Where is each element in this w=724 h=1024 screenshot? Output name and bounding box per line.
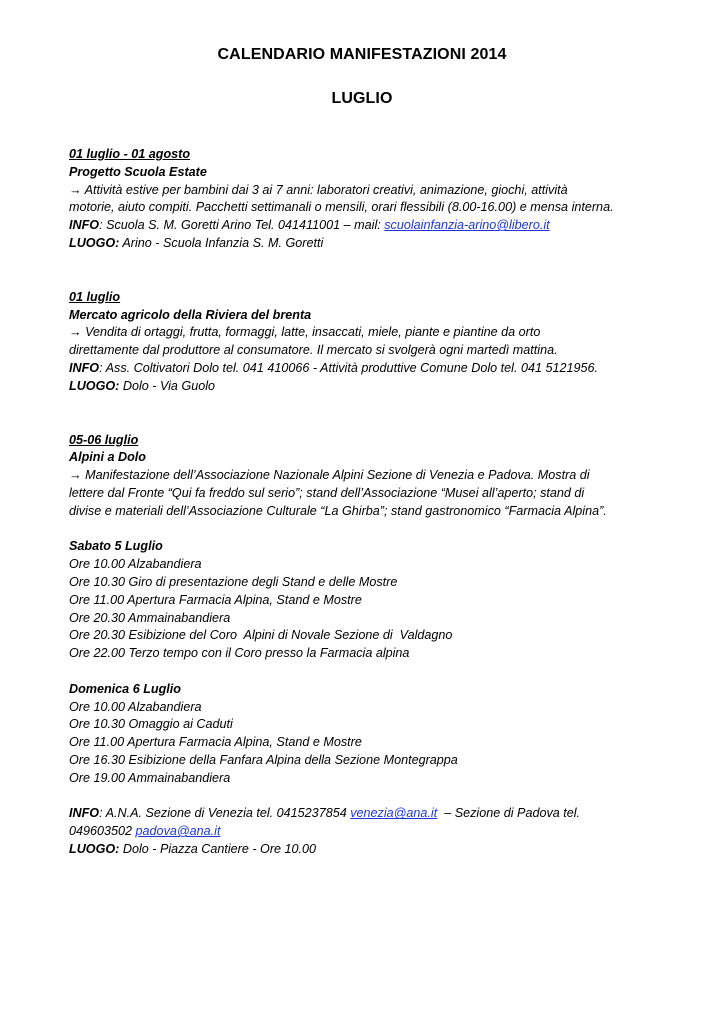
event-contacts (69, 805, 669, 858)
schedule-saturday (69, 538, 669, 663)
info-text: – Sezione di Padova tel. (437, 806, 581, 821)
schedule-item: Ore 16.30 Esibizione della Fanfara Alpina della Sezione Montegrappa (69, 752, 458, 767)
schedule-item: Ore 10.00 Alzabandiera (69, 557, 202, 572)
info-text: : Scuola S. M. Goretti Arino Tel. 041411001 – mail: (99, 218, 385, 233)
event-description-line: motorie, aiuto compiti. Pacchetti settimanali o mensili, orari flessibili (8.00-16.00) e mensa interna. (69, 200, 614, 215)
schedule-item: Ore 10.30 Giro di presentazione degli Stand e delle Mostre (69, 574, 398, 589)
event-description-line: → Vendita di ortaggi, frutta, formaggi, latte, insaccati, miele, piante e piantine da orto (69, 325, 541, 340)
email-link[interactable]: padova@ana.it (135, 824, 221, 839)
info-label: INFO (69, 806, 100, 821)
luogo-label: LUOGO: (69, 841, 120, 856)
event-description-line: lettere dal Fronte “Qui fa freddo sul serio”; stand dell’Associazione “Musei all’aperto; stand di (69, 485, 585, 500)
email-link[interactable]: venezia@ana.it (350, 806, 438, 821)
event-description-line: → Manifestazione dell’Associazione Nazionale Alpini Sezione di Venezia e Padova. Mostra di (69, 468, 590, 483)
luogo-text: Arino - Scuola Infanzia S. M. Goretti (119, 235, 324, 250)
luogo-label: LUOGO: (69, 235, 120, 250)
schedule-heading: Domenica 6 Luglio (69, 681, 181, 696)
events-list (69, 146, 669, 895)
info-text: : Ass. Coltivatori Dolo tel. 041 410066 - Attività produttive Comune Dolo tel. 041 5121956. (99, 360, 598, 375)
schedule-item: Ore 10.00 Alzabandiera (69, 699, 202, 714)
event-description-line: divise e materiali dell’Associazione Culturale “La Ghirba”; stand gastronomico “Farmacia Alpina”. (69, 503, 607, 518)
schedule-item: Ore 11.00 Apertura Farmacia Alpina, Stand e Mostre (69, 592, 362, 607)
document-title: CALENDARIO MANIFESTAZIONI 2014 (217, 46, 507, 63)
month-heading: LUGLIO (331, 90, 393, 107)
info-label: INFO (69, 218, 100, 233)
schedule-item: Ore 20.30 Ammainabandiera (69, 610, 231, 625)
event-location (69, 841, 669, 859)
event-alpini-a-dolo (69, 432, 669, 859)
luogo-label: LUOGO: (69, 378, 120, 393)
info-text: : A.N.A. Sezione di Venezia tel. 0415237854 (99, 806, 351, 821)
event-description-line: → Attività estive per bambini dai 3 ai 7 anni: laboratori creativi, animazione, giochi, attività (69, 182, 568, 197)
event-info-continued (69, 823, 669, 841)
luogo-text: Dolo - Via Guolo (119, 378, 216, 393)
event-date: 01 luglio - 01 agosto (69, 147, 191, 161)
event-info (69, 805, 669, 823)
schedule-item: Ore 11.00 Apertura Farmacia Alpina, Stand e Mostre (69, 735, 362, 750)
luogo-text: Dolo - Piazza Cantiere - Ore 10.00 (119, 841, 317, 856)
event-title: Alpini a Dolo (69, 450, 146, 465)
event-description-line: direttamente dal produttore al consumatore. Il mercato si svolgerà ogni martedì mattina. (69, 343, 558, 358)
event-info (69, 217, 669, 235)
info-text: 049603502 (69, 824, 136, 839)
info-label: INFO (69, 360, 100, 375)
schedule-item: Ore 20.30 Esibizione del Coro Alpini di Novale Sezione di Valdagno (69, 628, 453, 643)
schedule-item: Ore 22.00 Terzo tempo con il Coro presso la Farmacia alpina (69, 646, 410, 661)
event-title: Progetto Scuola Estate (69, 164, 207, 179)
event-mercato-agricolo (69, 289, 669, 396)
event-location (69, 378, 669, 396)
event-date: 01 luglio (69, 289, 121, 304)
event-date: 05-06 luglio (69, 432, 139, 447)
email-link[interactable]: scuolainfanzia-arino@libero.it (384, 218, 550, 233)
event-scuola-estate (69, 146, 669, 253)
event-title: Mercato agricolo della Riviera del brenta (69, 307, 312, 322)
schedule-heading: Sabato 5 Luglio (69, 539, 163, 554)
event-location (69, 235, 669, 253)
schedule-sunday (69, 681, 669, 788)
event-info (69, 360, 669, 378)
schedule-item: Ore 19.00 Ammainabandiera (69, 770, 231, 785)
schedule-item: Ore 10.30 Omaggio ai Caduti (69, 717, 233, 732)
